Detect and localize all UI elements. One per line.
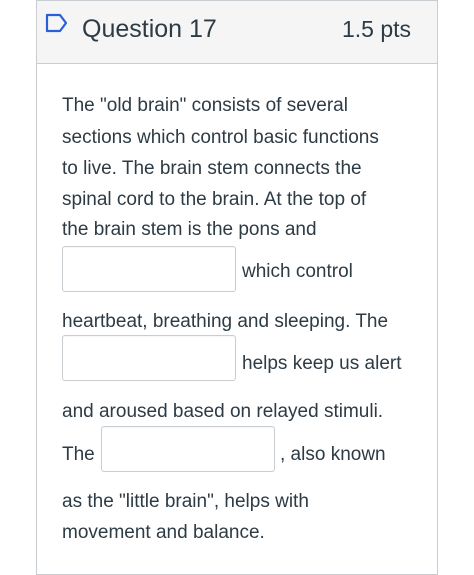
question-text-line: to live. The brain stem connects the (62, 158, 362, 179)
question-points: 1.5 pts (341, 16, 411, 42)
question-text-line: The (62, 444, 95, 465)
blank-input-3[interactable] (101, 426, 275, 472)
question-text-line: heartbeat, breathing and sleeping. The (62, 311, 389, 332)
question-text-line: helps keep us alert (242, 353, 402, 374)
question-text-line: the brain stem is the pons and (62, 219, 317, 240)
blank-input-1[interactable] (62, 246, 236, 292)
question-text-line: The "old brain" consists of several (62, 95, 348, 116)
question-text-line: , also known (280, 444, 386, 465)
flag-icon[interactable] (45, 13, 69, 33)
question-text-line: sections which control basic functions (62, 127, 379, 148)
question-text-line: which control (242, 261, 353, 282)
blank-input-2[interactable] (62, 335, 236, 381)
question-text-line: and aroused based on relayed stimuli. (62, 401, 384, 422)
question-text-line: spinal cord to the brain. At the top of (62, 189, 367, 210)
question-text-line: movement and balance. (62, 522, 265, 543)
question-text-line: as the "little brain", helps with (62, 491, 309, 512)
question-title: Question 17 (82, 15, 217, 43)
question-header (37, 1, 437, 64)
